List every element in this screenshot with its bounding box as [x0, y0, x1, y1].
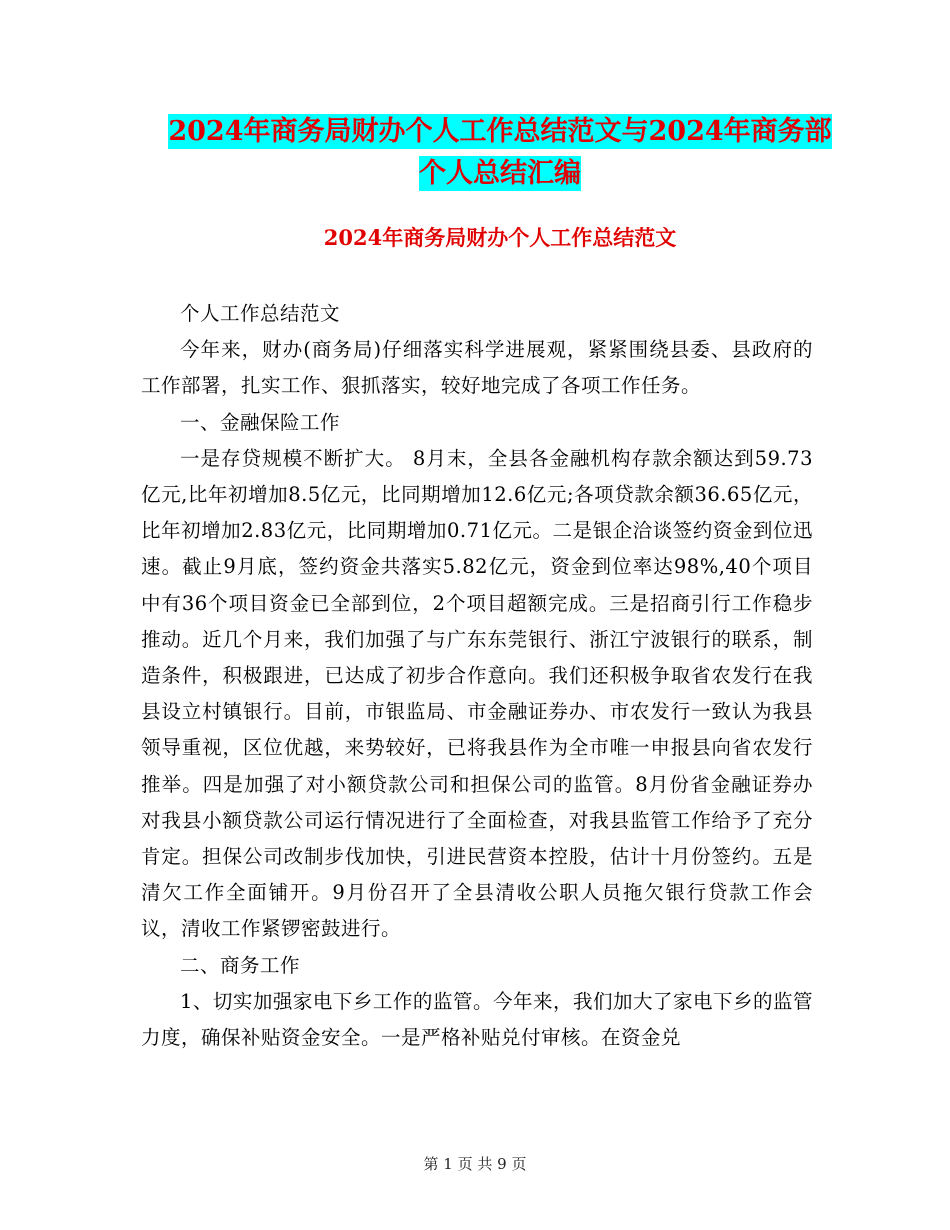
paragraph-heading: 个人工作总结范文: [180, 302, 341, 325]
document-title-line-2: [140, 152, 860, 196]
document-body: [141, 296, 813, 1056]
section-title: 2024年商务局财办个人工作总结范文: [323, 225, 677, 250]
paragraph-section-2-heading: 二、商务工作: [180, 953, 301, 977]
document-title-text-1: 2024年商务局财办个人工作总结范文与2024年商务部: [168, 116, 832, 147]
document-title-line-1: [140, 110, 860, 154]
document-title-text-2: 个人总结汇编: [419, 158, 581, 189]
paragraph-finance-work: 一是存贷规模不断扩大。 8月末，全县各金融机构存款余额达到59.73亿元,比年初增加8.5亿元，比同期增加12.6亿元;各项贷款余额36.65亿元，比年初增加2.83亿元，比同期增加0.71亿元。二是银企洽谈签约资金到位迅速。截止9月底，签约资金共落实5.82亿元，资金到位率达98%,40个项目中有36个项目资金已全部到位，2个项目超额完成。三是招商引行工作稳步推动。近几个月来，我们加强了与广东东莞银行、浙江宁波银行的联系，制造条件，积极跟进，已达成了初步合作意向。我们还积极争取省农发行在我县设立村镇银行。目前，市银监局、市金融证券办、市农发行一致认为我县领导重视，区位优越，来势较好，已将我县作为全市唯一申报县向省农发行推举。四是加强了对小额贷款公司和担保公司的监管。8月份省金融证券办对我县小额贷款公司运行情况进行了全面检查，对我县监管工作给予了充分肯定。担保公司改制步伐加快，引进民营资本控股，估计十月份签约。五是清欠工作全面铺开。9月份召开了全县清收公职人员拖欠银行贷款工作会议，清收工作紧锣密鼓进行。: [141, 446, 813, 941]
page-footer: [0, 1154, 950, 1174]
paragraph-appliance-supervision: 1、切实加强家电下乡工作的监管。今年来，我们加大了家电下乡的监管力度，确保补贴资金安全。一是严格补贴兑付审核。在资金兑: [141, 989, 813, 1050]
paragraph-intro: 今年来，财办(商务局)仔细落实科学进展观，紧紧围绕县委、县政府的工作部署，扎实工作、狠抓落实，较好地完成了各项工作任务。: [141, 338, 813, 398]
paragraph-section-1-heading: 一、金融保险工作: [180, 410, 341, 434]
page-number-label: 第 1 页 共 9 页: [423, 1155, 527, 1173]
